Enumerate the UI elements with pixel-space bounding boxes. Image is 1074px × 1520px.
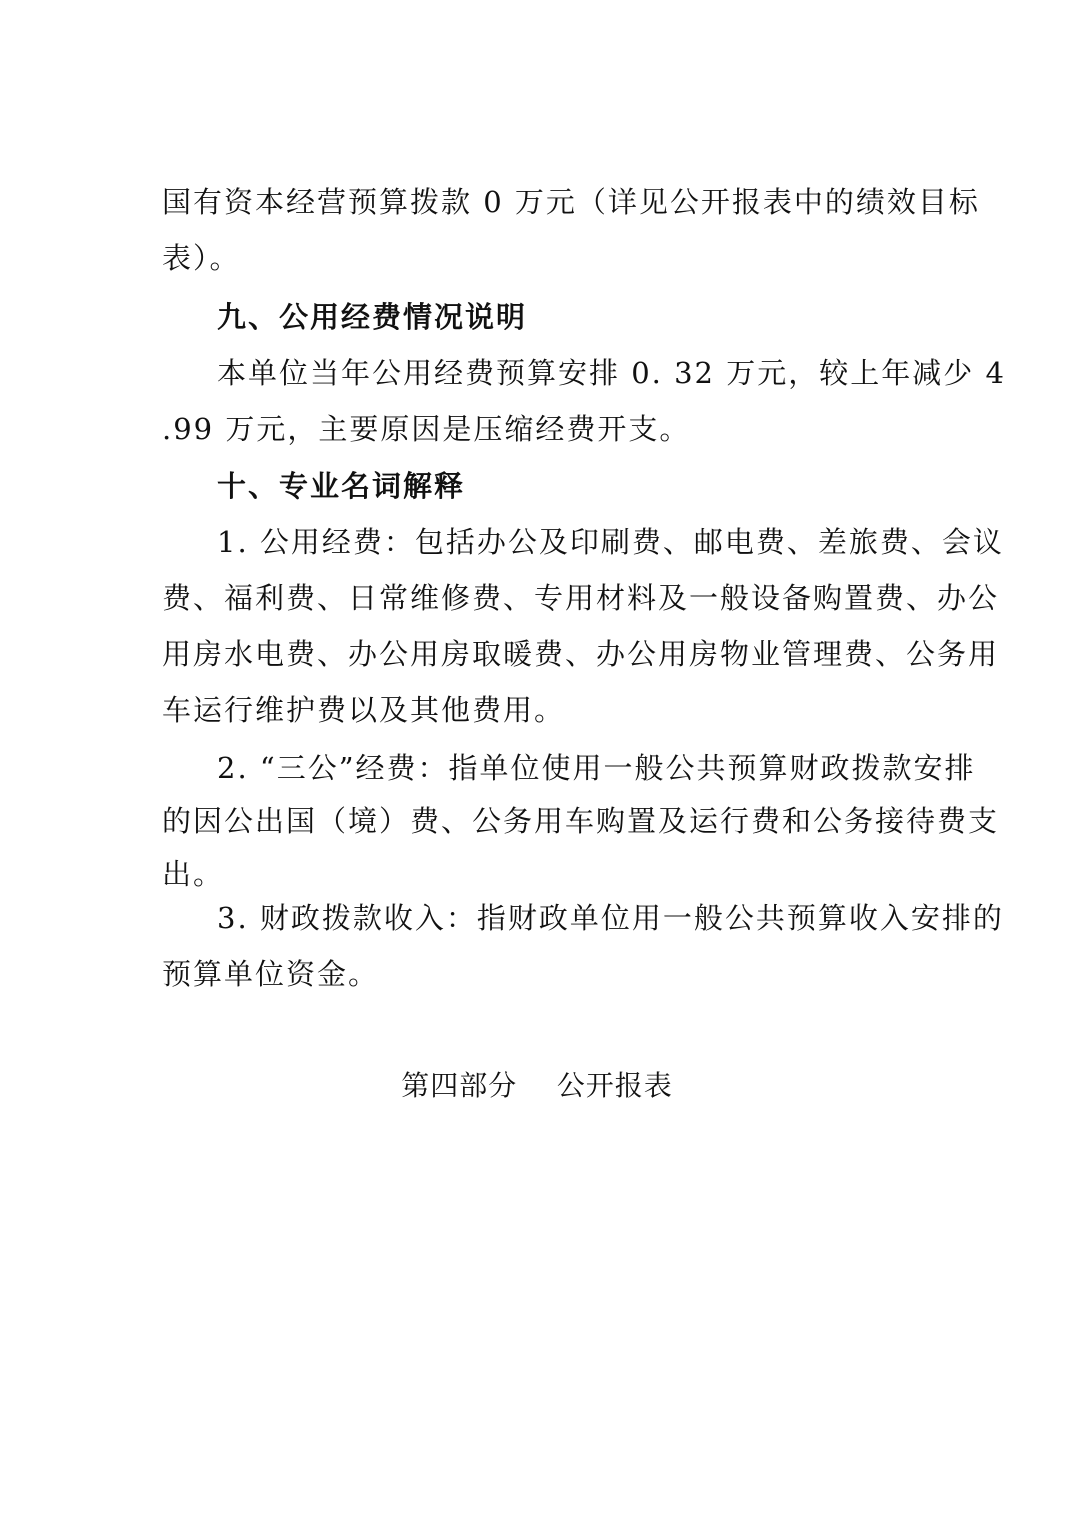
- definition-line: 3. 财政拨款收入：指财政单位用一般公共预算收入安排的: [217, 901, 1004, 935]
- paragraph-line: 表）。: [162, 241, 241, 275]
- paragraph-line: .99 万元，主要原因是压缩经费开支。: [162, 412, 691, 446]
- definition-line: 车运行维护费以及其他费用。: [162, 693, 566, 727]
- definition-line: 1. 公用经费：包括办公及印刷费、邮电费、差旅费、会议: [217, 525, 1004, 559]
- definition-line: 用房水电费、办公用房取暖费、办公用房物业管理费、公务用: [162, 637, 1000, 671]
- paragraph-line: 本单位当年公用经费预算安排 0. 32 万元，较上年减少 4: [217, 356, 1006, 390]
- definition-line: 费、福利费、日常维修费、专用材料及一般设备购置费、办公: [162, 581, 1000, 615]
- paragraph-line: 国有资本经营预算拨款 0 万元（详见公开报表中的绩效目标: [162, 185, 980, 219]
- section-heading-10: 十、专业名词解释: [217, 469, 466, 503]
- definition-line: 预算单位资金。: [162, 957, 380, 991]
- definition-line: 出。: [162, 857, 225, 891]
- section-heading-9: 九、公用经费情况说明: [217, 300, 528, 334]
- part-title: 第四部分 公开报表: [401, 1069, 673, 1102]
- definition-line: 2. “三公”经费：指单位使用一般公共预算财政拨款安排: [217, 751, 976, 785]
- definition-line: 的因公出国（境）费、公务用车购置及运行费和公务接待费支: [162, 804, 1000, 838]
